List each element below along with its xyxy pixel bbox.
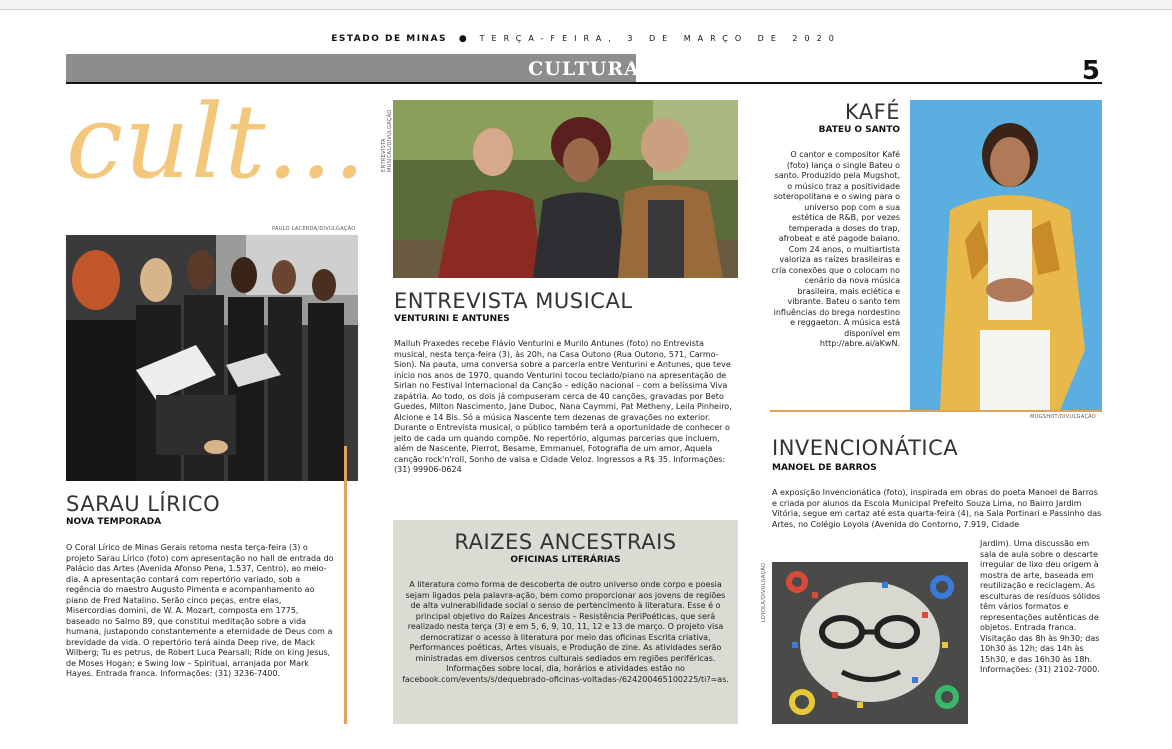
kafe-photo <box>910 100 1102 410</box>
kafe-title: KAFÉ <box>844 100 900 124</box>
section-title: CULTURA <box>528 58 640 80</box>
entrevista-subtitle: VENTURINI E ANTUNES <box>394 314 510 324</box>
sarau-subtitle: NOVA TEMPORADA <box>66 517 162 527</box>
invencionatica-photo-credit: LOYOLA/DIVULGAÇÃO <box>761 562 767 622</box>
interview-photo-illustration <box>393 100 738 278</box>
kafe-photo-illustration <box>910 100 1102 410</box>
raizes-body: A literatura como forma de descoberta de outro universo onde corpo e poesia sejam ligados pela palavra-ação, bem como proporcionar aos jovens de regiões de alta vulnerabilidade social o senso de pertencimento à literatura. Esse é o principal objetivo do Raízes Ancestrais – Resistência PeriPoéticas, que será realizado nesta terça (3) e em 5, 6, 9, 10, 11, 12 e 13 de março. O projeto visa democratizar o acesso à literatura por meio das oficinas Escrita criativa, Performances poéticas, Artes visuais, e Produção de zine. As atividades serão ministradas em diversos centros culturais sediados em regiões periféricas. Informações sobre local, dia, horários e atividades estão no facebook.com/events/s/dequebrado-oficinas-voltadas-/624200465100225/ti?=as. <box>402 580 729 684</box>
entrevista-title: ENTREVISTA MUSICAL <box>394 289 633 313</box>
kafe-accent-rule <box>770 410 1102 412</box>
masthead-separator: ● <box>458 34 468 44</box>
cropped-top-edge <box>0 0 1172 10</box>
raizes-title: RAIZES ANCESTRAIS <box>454 530 677 554</box>
kafe-body: O cantor e compositor Kafé (foto) lança o single Bateu o santo. Produzido pela Mugshot, o músico traz a positividade soteropolitana e o swing para o universo pop com a sua estética de R&B, por vezes temperada a doses do trap, afrobeat e até pagode baiano. Com 24 anos, o multiartista valoriza as raízes brasileiras e cria conexões que o colocam no cenário da nova música brasileira, mais eclética e vibrante. Bateu o santo tem influências do brega nordestino e reggaeton. A música está disponível em http://abre.ai/aKwN. <box>771 150 900 348</box>
section-header <box>66 54 1102 84</box>
choir-photo <box>66 235 358 481</box>
cult-logo: cult... <box>66 83 367 202</box>
invencionatica-body-side: Jardim). Uma discussão em sala de aula sobre o descarte irregular de lixo deu origem à mostra de arte, baseada em reutilização e reciclagem. As esculturas de resíduos sólidos têm vários formatos e representações autênticas de objetos. Entrada franca. Visitação das 8h às 9h30; das 10h30 às 12h; das 14h às 15h30, e das 16h30 às 18h. Informações: (31) 2102-7000. <box>980 539 1101 674</box>
choir-photo-illustration <box>66 235 358 481</box>
invencionatica-title: INVENCIONÁTICA <box>772 436 959 460</box>
page-number: 5 <box>1081 56 1100 86</box>
raizes-subtitle: OFICINAS LITERÁRIAS <box>510 555 621 565</box>
interview-photo <box>393 100 738 278</box>
kafe-subtitle: BATEU O SANTO <box>818 125 900 135</box>
invencionatica-body-top: A exposição Invencionática (foto), inspirada em obras do poeta Manoel de Barros e criada por alunos da Escola Municipal Prefeito Souza Lima, no Bairro Jardim Vitória, segue em cartaz até esta quarta-feira (4), na Sala Portinari e Passinho das Artes, no Colégio Loyola (Avenida do Contorno, 7.919, Cidade <box>772 488 1102 529</box>
entrevista-body: Malluh Praxedes recebe Flávio Venturini e Murilo Antunes (foto) no Entrevista musical, nesta terça-feira (3), às 20h, na Casa Outono (Rua Outono, 571, Carmo-Sion). Na pauta, uma conversa sobre a parceria entre Venturini e Antunes, que teve início nos anos de 1970, quando Venturini tocou teclado/piano na apresentação de Sirlan no Festival Internacional da Canção – edição nacional – com a belíssima Viva zapátria. Ao todo, os dois já compuseram cerca de 40 canções, gravadas por Beto Guedes, Milton Nascimento, Jane Duboc, Nana Caymmi, Pat Metheny, Leila Pinheiro, Alcione e 14 Bis. Só a música Nascente tem dezenas de gravações no exterior. Durante o Entrevista musical, o público também terá a oportunidade de conhecer o jeito de cada um quando compõe. No repertório, algumas parcerias que incluem, além de Nascente, Pierrot, Besame, Emmanuel, Fotografia de um amor, Aquela canção rock'n'roll, Sonho de valsa e Cidade Veloz. Ingressos a R$ 35. Informações: (31) 99906-0624 <box>394 339 732 474</box>
invencionatica-subtitle: MANOEL DE BARROS <box>772 463 877 473</box>
kafe-photo-credit: MUGSHOT/DIVULGAÇÃO <box>1030 414 1097 420</box>
masthead <box>0 34 1172 44</box>
sarau-body: O Coral Lírico de Minas Gerais retoma nesta terça-feira (3) o projeto Sarau Lírico (foto) com apresentação no hall de entrada do Palácio das Artes (Avenida Afonso Pena, 1.537, Centro), ao meio-dia. A apresentação contará com repertório variado, sob a regência do maestro Augusto Pimenta e acompanhamento ao piano de Fred Natalino. Serão cinco peças, entre elas, Misercordias domini, de W. A. Mozart, composta em 1775, baseado no Salmo 89, que constitui meditação sobre a vida humana, justapondo constantemente a eternidade de Deus com a brevidade da vida. O repertório terá ainda Deep rive, de Mack Wilberg; Tu es petrus, de Robert Luca Pearsall; Ride on king Jesus, de Moses Hogan; e Swing low – Spiritual, arranjada por Mark Hayes. Entrada franca. Informações: (31) 3236-7400. <box>66 543 334 678</box>
sarau-title: SARAU LÍRICO <box>66 492 221 516</box>
issue-date: TERÇA-FEIRA, 3 DE MARÇO DE 2020 <box>479 34 841 43</box>
newspaper-name: ESTADO DE MINAS <box>331 34 448 44</box>
entrevista-photo-credit: ENTREVISTA MUSICAL/DIVULGAÇÃO <box>381 109 393 172</box>
invencionatica-photo-illustration <box>772 562 968 724</box>
sarau-photo-credit: PAULO LACERDA/DIVULGAÇÃO <box>272 226 356 232</box>
sarau-accent-rule <box>344 446 347 724</box>
invencionatica-photo <box>772 562 968 724</box>
